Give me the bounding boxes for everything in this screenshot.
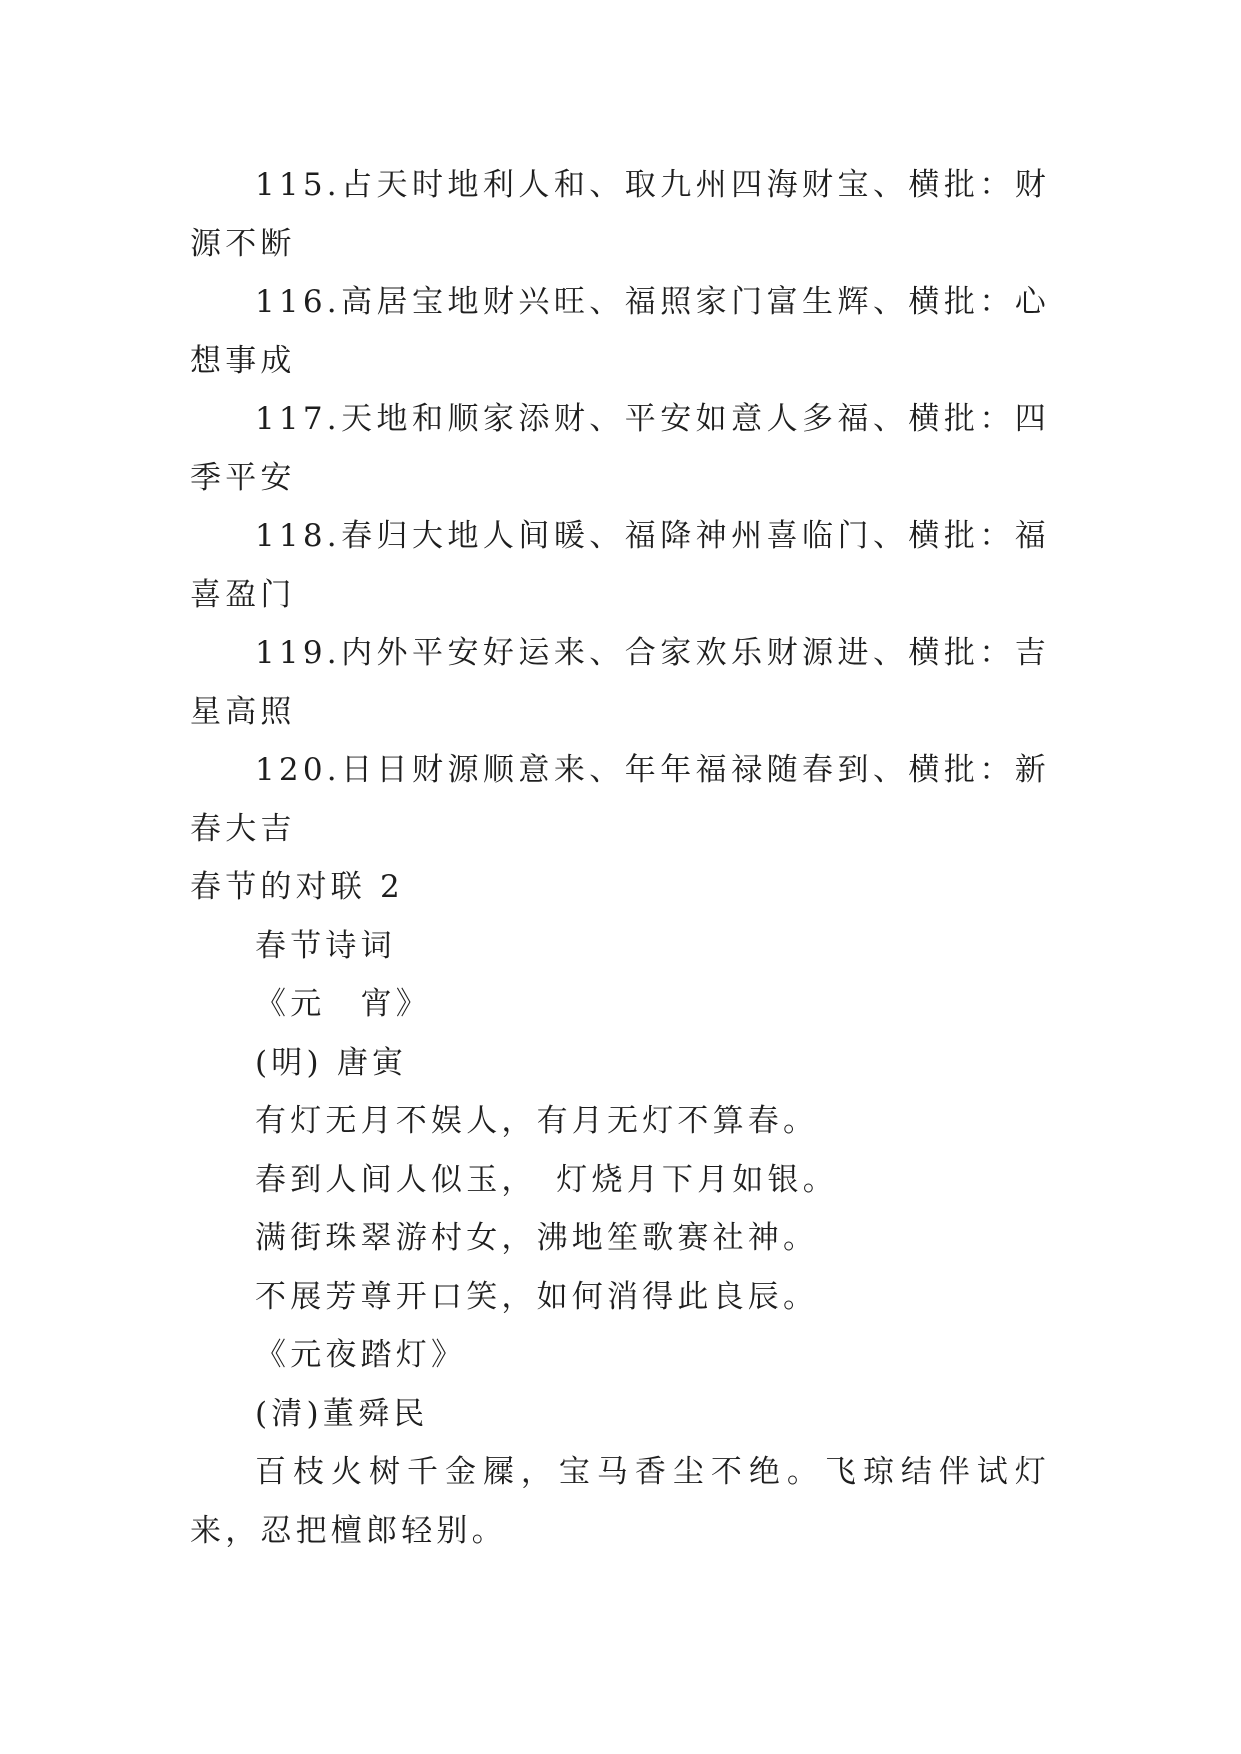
poem-line: 满街珠翠游村女，沸地笙歌赛社神。	[255, 1220, 819, 1256]
poem-author-dongshunmin: (清)董舜民	[255, 1395, 429, 1432]
couplet-item-115: 115.占天时地利人和、取九州四海财宝、横批：财源不断	[190, 167, 1050, 262]
couplet-item-117: 117.天地和顺家添财、平安如意人多福、横批：四季平安	[190, 401, 1050, 496]
couplet-item-118: 118.春归大地人间暖、福降神州喜临门、横批：福喜盈门	[190, 518, 1050, 613]
poem-title-yuanxiao: 《元 宵》	[255, 986, 431, 1022]
couplet-item-116: 116.高居宝地财兴旺、福照家门富生辉、横批：心想事成	[190, 284, 1050, 379]
section-heading: 春节的对联 2	[190, 869, 404, 905]
couplet-item-120: 120.日日财源顺意来、年年福禄随春到、横批：新春大吉	[190, 752, 1050, 847]
poem-line: 有灯无月不娱人，有月无灯不算春。	[255, 1103, 819, 1139]
poem-title-yuanye-tadeng: 《元夜踏灯》	[255, 1337, 467, 1373]
document-body	[190, 156, 1050, 1560]
poem-author-tangyin: (明) 唐寅	[255, 1044, 408, 1081]
poetry-subheading: 春节诗词	[255, 927, 396, 964]
poem-text: 百枝火树千金屧，宝马香尘不绝。飞琼结伴试灯来，忍把檀郎轻别。	[190, 1454, 1050, 1549]
poem-line: 不展芳尊开口笑，如何消得此良辰。	[255, 1278, 819, 1315]
couplet-item-119: 119.内外平安好运来、合家欢乐财源进、横批：吉星高照	[190, 635, 1050, 730]
poem-line: 春到人间人似玉， 灯烧月下月如银。	[255, 1161, 838, 1198]
